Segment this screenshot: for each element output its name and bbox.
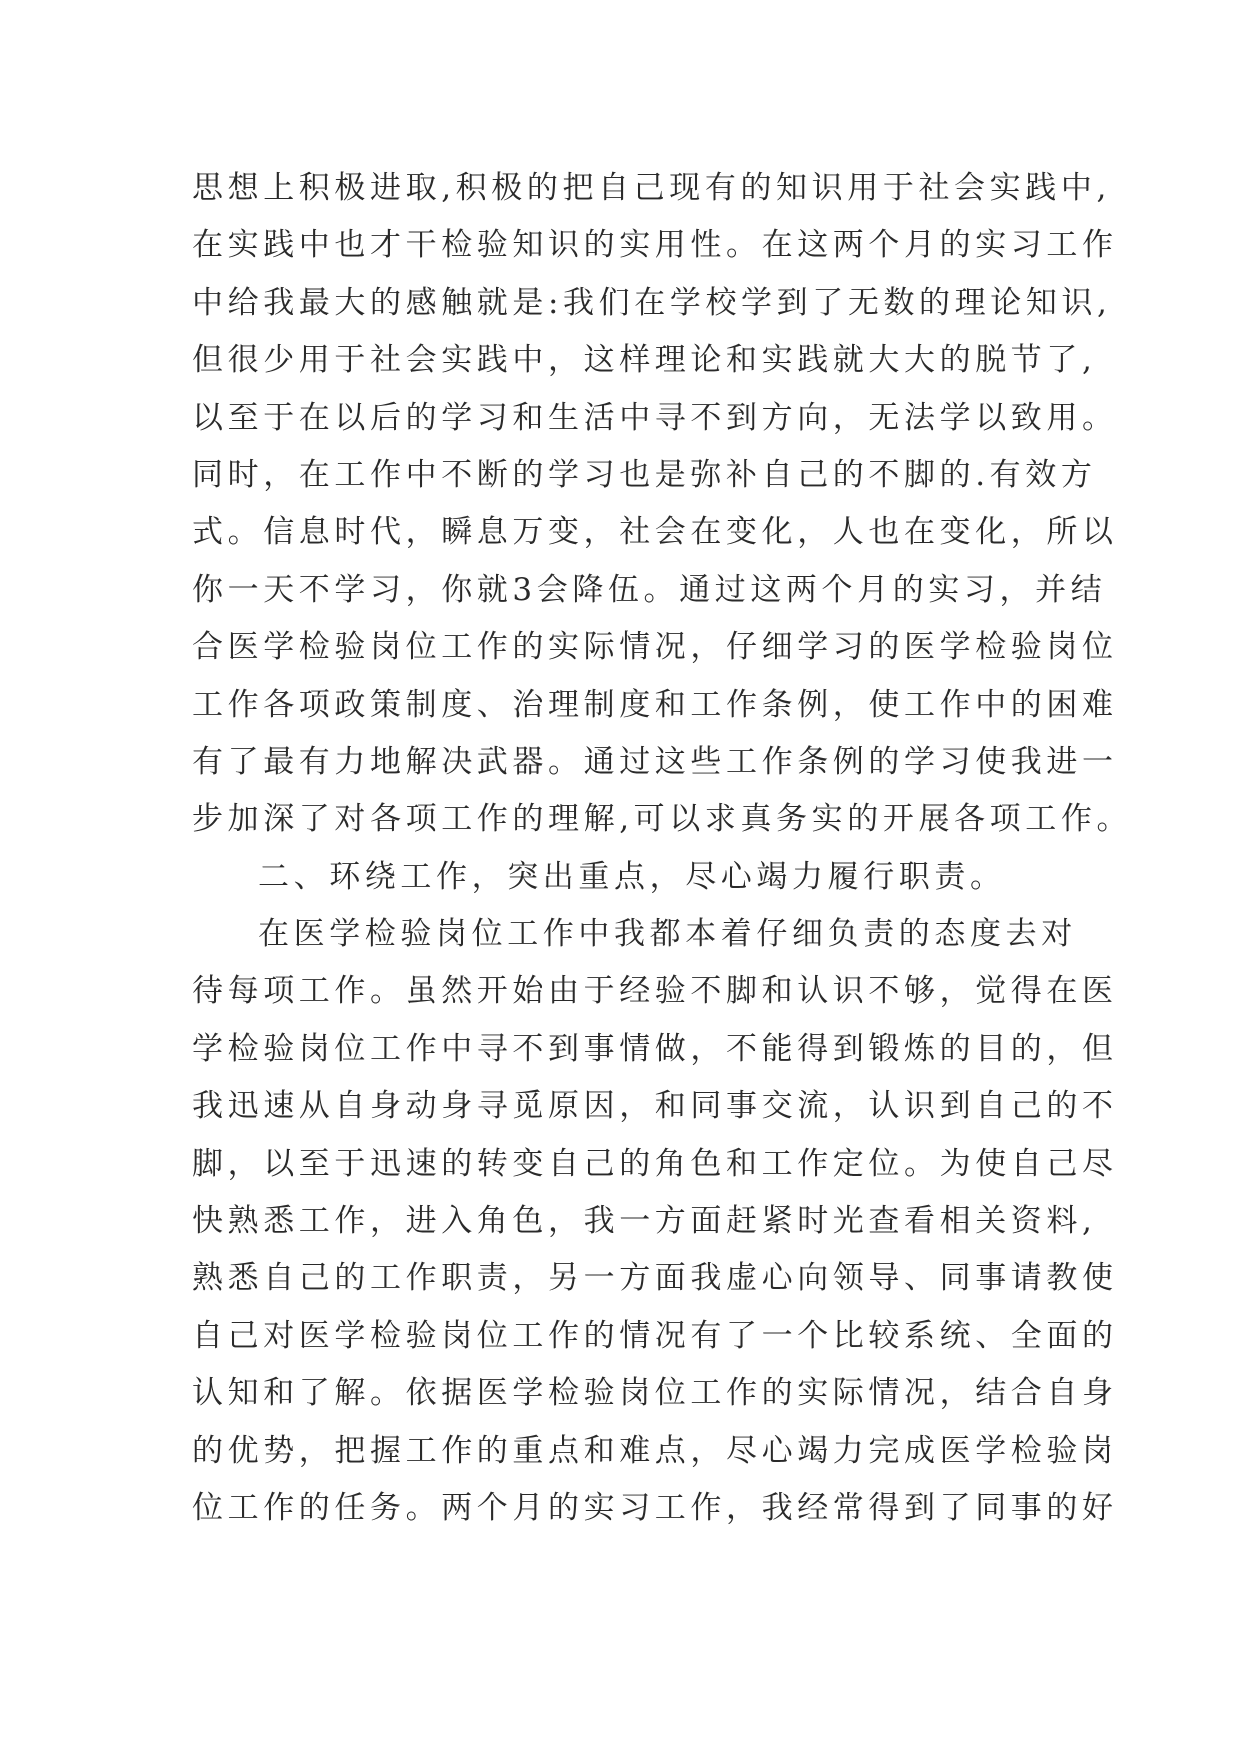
text-line: 学检验岗位工作中寻不到事情做，不能得到锻炼的目的，但	[192, 1030, 1118, 1067]
text-line: 合医学检验岗位工作的实际情况，仔细学习的医学检验岗位	[192, 629, 1118, 666]
text-line: 在实践中也才干检验知识的实用性。在这两个月的实习工作	[192, 227, 1118, 264]
text-line: 认知和了解。依据医学检验岗位工作的实际情况，结合自身	[192, 1375, 1118, 1412]
text-line: 同时，在工作中不断的学习也是弥补自己的不脚的.有效方	[192, 456, 1097, 493]
body-text	[192, 160, 1133, 1537]
paragraph-start-line: 在医学检验岗位工作中我都本着仔细负责的态度去对	[258, 916, 1077, 953]
text-line: 脚，以至于迅速的转变自己的角色和工作定位。为使自己尽	[192, 1145, 1118, 1182]
text-line: 中给我最大的感触就是:我们在学校学到了无数的理论知识,	[192, 284, 1112, 321]
section-heading: 二、环绕工作，突出重点，尽心竭力履行职责。	[258, 858, 1006, 895]
text-line: 位工作的任务。两个月的实习工作，我经常得到了同事的好	[192, 1489, 1118, 1526]
text-line: 你一天不学习，你就3会降伍。通过这两个月的实习，并结	[192, 571, 1107, 608]
text-line: 快熟悉工作，进入角色，我一方面赶紧时光查看相关资料,	[192, 1203, 1097, 1240]
text-line: 有了最有力地解决武器。通过这些工作条例的学习使我进一	[192, 743, 1118, 780]
text-line: 但很少用于社会实践中，这样理论和实践就大大的脱节了,	[192, 342, 1097, 379]
text-line: 以至于在以后的学习和生活中寻不到方向，无法学以致用。	[192, 399, 1118, 436]
text-line: 待每项工作。虽然开始由于经验不脚和认识不够，觉得在医	[192, 973, 1118, 1010]
text-line: 我迅速从自身动身寻觅原因，和同事交流，认识到自己的不	[192, 1088, 1118, 1125]
text-line: 式。信息时代，瞬息万变，社会在变化，人也在变化，所以	[192, 514, 1118, 551]
text-line: 工作各项政策制度、治理制度和工作条例，使工作中的困难	[192, 686, 1118, 723]
text-line: 的优势，把握工作的重点和难点，尽心竭力完成医学检验岗	[192, 1432, 1118, 1469]
text-line: 步加深了对各项工作的理解,可以求真务实的开展各项工作。	[192, 801, 1133, 838]
text-line: 自己对医学检验岗位工作的情况有了一个比较系统、全面的	[192, 1317, 1118, 1354]
text-line: 熟悉自己的工作职责，另一方面我虚心向领导、同事请教使	[192, 1260, 1118, 1297]
text-line: 思想上积极进取,积极的把自己现有的知识用于社会实践中,	[192, 170, 1111, 206]
